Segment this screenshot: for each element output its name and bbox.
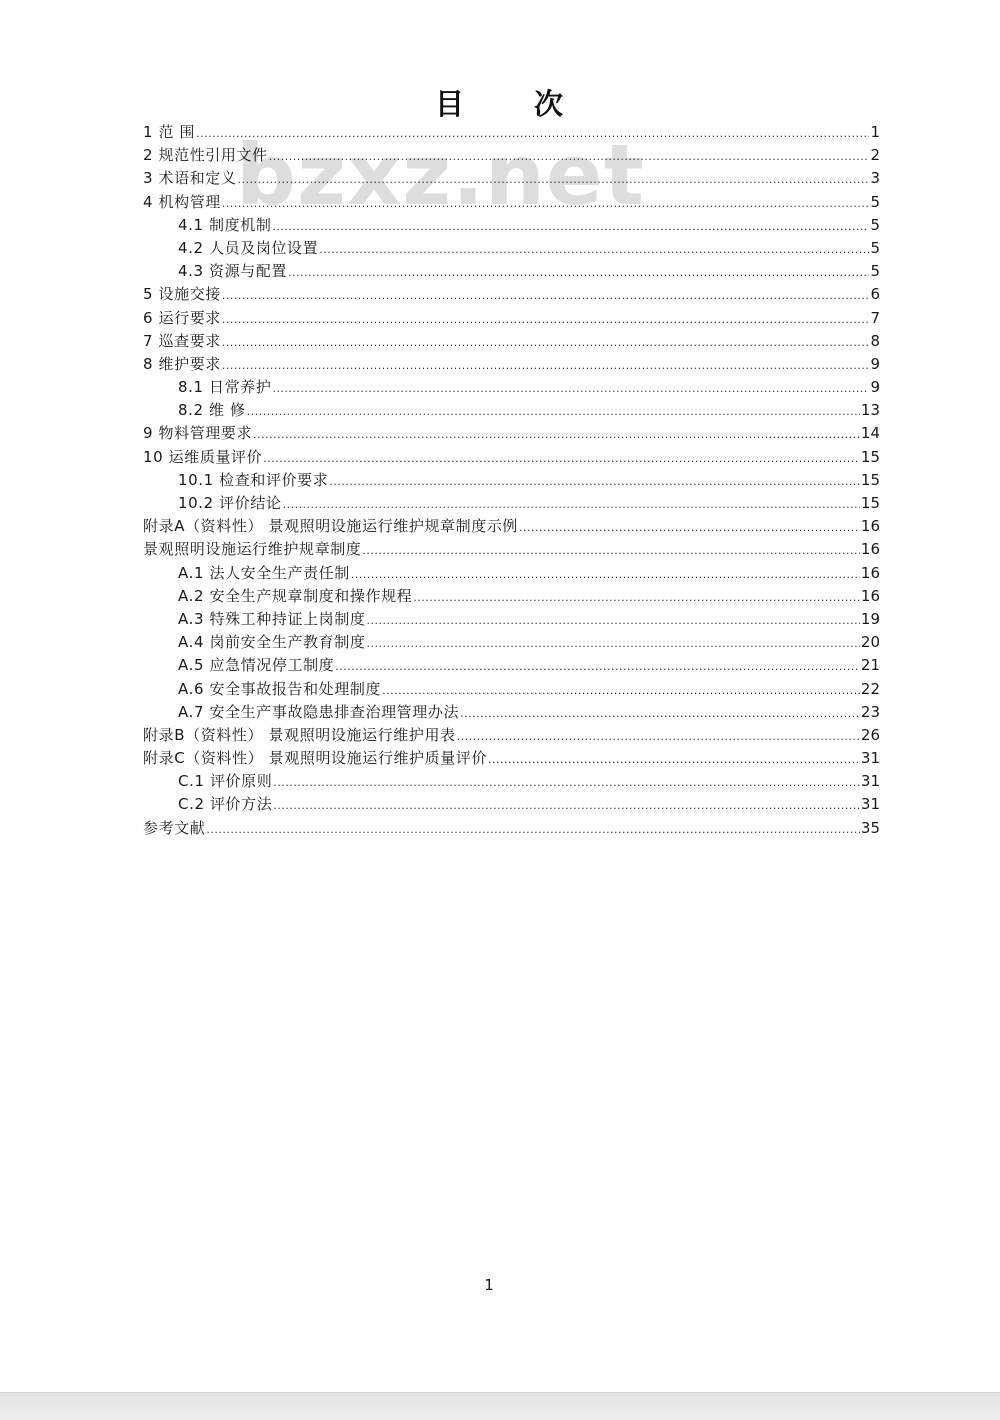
toc-entry-page: 31 [860,749,880,768]
toc-dot-leader [335,655,860,678]
table-of-contents [143,121,880,840]
toc-dot-leader [263,447,860,470]
toc-dot-leader [273,794,860,817]
toc-dot-leader [253,423,860,446]
toc-entry-label: A.1 法人安全生产责任制 [178,563,350,582]
toc-entry-page: 5 [870,262,880,281]
toc-entry-page: 5 [870,215,880,234]
toc-dot-leader [413,586,860,609]
toc-dot-leader [272,377,869,400]
toc-entry-label: 附录B（资料性） 景观照明设施运行维护用表 [143,725,456,744]
toc-dot-leader [283,493,860,516]
toc-entry-label: A.5 应急情况停工制度 [178,656,335,675]
toc-entry[interactable] [143,492,880,515]
toc-entry-page: 15 [860,494,880,512]
toc-entry-page: 6 [870,285,880,304]
toc-dot-leader [329,470,860,493]
toc-dot-leader [362,539,860,562]
toc-entry-label: 4.2 人员及岗位设置 [178,238,319,257]
toc-entry-page: 5 [870,192,880,211]
toc-dot-leader [519,516,860,539]
toc-entry[interactable] [143,678,880,701]
toc-dot-leader [222,331,870,354]
toc-entry-page: 15 [860,470,880,489]
toc-entry[interactable] [143,121,880,144]
toc-entry-page: 16 [860,586,880,605]
toc-entry[interactable] [143,144,880,167]
toc-dot-leader [351,563,860,586]
toc-entry-page: 22 [860,679,880,698]
toc-entry-label: 4 机构管理 [143,192,221,211]
toc-dot-leader [288,261,869,284]
toc-entry[interactable] [143,724,880,747]
toc-entry-page: 23 [860,702,880,721]
toc-entry-label: 4.3 资源与配置 [178,262,288,281]
toc-entry[interactable] [143,191,880,214]
toc-entry[interactable] [143,817,880,840]
toc-dot-leader [196,122,869,145]
toc-dot-leader [222,308,870,331]
toc-dot-leader [366,609,859,632]
toc-entry-page: 8 [870,331,880,350]
toc-entry-page: 21 [860,656,880,675]
toc-dot-leader [382,679,860,702]
toc-entry[interactable] [143,562,880,585]
toc-entry[interactable] [143,167,880,190]
toc-entry-page: 14 [860,424,880,443]
toc-entry-page: 5 [870,238,880,257]
toc-entry[interactable] [143,283,880,306]
toc-dot-leader [460,702,860,725]
toc-entry-page: 16 [860,517,880,536]
toc-entry[interactable] [143,422,880,445]
toc-entry-page: 16 [860,540,880,559]
toc-entry-page: 3 [870,169,880,188]
toc-entry-page: 31 [860,795,880,814]
toc-entry-page: 9 [870,378,880,397]
toc-entry-page: 26 [860,725,880,744]
toc-entry[interactable] [143,515,880,538]
toc-entry-label: 6 运行要求 [143,308,221,327]
toc-entry[interactable] [143,608,880,631]
toc-entry[interactable] [143,376,880,399]
toc-entry-page: 15 [860,447,880,466]
toc-dot-leader [273,771,860,794]
toc-entry[interactable] [143,399,880,422]
toc-entry[interactable] [143,307,880,330]
toc-entry-label: 参考文献 [143,818,206,837]
toc-entry-label: 8.2 维 修 [178,401,246,420]
toc-dot-leader [247,400,860,423]
toc-entry[interactable] [143,469,880,492]
toc-entry-label: 8 维护要求 [143,354,221,373]
toc-entry-label: A.4 岗前安全生产教育制度 [178,633,366,652]
toc-entry[interactable] [143,446,880,469]
toc-title: 目 次 [434,87,594,121]
toc-entry-label: A.7 安全生产事故隐患排查治理管理办法 [178,702,460,721]
toc-dot-leader [488,748,860,771]
toc-entry-label: 10 运维质量评价 [143,447,263,466]
toc-entry-label: 3 术语和定义 [143,169,237,188]
toc-entry-page: 9 [870,354,880,373]
toc-entry-label: 附录A（资料性） 景观照明设施运行维护规章制度示例 [143,517,519,536]
toc-entry[interactable] [143,701,880,724]
toc-entry-label: 8.1 日常养护 [178,378,272,397]
toc-entry-label: 附录C（资料性） 景观照明设施运行维护质量评价 [143,749,488,768]
toc-dot-leader [457,725,860,748]
toc-dot-leader [272,215,869,238]
toc-entry[interactable] [143,631,880,654]
toc-entry[interactable] [143,353,880,376]
toc-entry-page: 35 [860,818,880,837]
toc-entry-label: 10.1 检查和评价要求 [178,470,329,489]
toc-dot-leader [269,145,870,168]
toc-entry-label: 10.2 评价结论 [178,494,282,512]
toc-entry-label: A.3 特殊工种持证上岗制度 [178,609,366,628]
toc-entry-label: C.1 评价原则 [178,772,273,791]
watermark: bzxz.net [236,126,645,224]
viewer-bottom-edge [0,1392,1000,1420]
toc-entry[interactable] [143,538,880,561]
toc-entry[interactable] [143,770,880,793]
toc-entry-page: 2 [870,146,880,165]
toc-dot-leader [222,192,870,215]
toc-entry-page: 20 [860,633,880,652]
toc-entry-label: 2 规范性引用文件 [143,146,268,165]
toc-dot-leader [222,284,870,307]
toc-entry-page: 16 [860,563,880,582]
toc-dot-leader [238,168,870,191]
toc-entry[interactable] [143,260,880,283]
toc-dot-leader [222,354,870,377]
toc-entry-label: 5 设施交接 [143,285,221,304]
toc-entry-page: 7 [870,308,880,327]
toc-dot-leader [319,238,869,261]
toc-entry-label: A.2 安全生产规章制度和操作规程 [178,586,413,605]
toc-entry-page: 1 [870,123,880,141]
toc-dot-leader [366,632,859,655]
toc-entry-label: 1 范 围 [143,123,196,141]
toc-entry-page: 13 [860,401,880,420]
toc-entry-label: A.6 安全事故报告和处理制度 [178,679,382,698]
toc-entry[interactable] [143,585,880,608]
toc-dot-leader [206,818,860,841]
toc-entry-label: 景观照明设施运行维护规章制度 [143,540,362,559]
toc-entry-label: 4.1 制度机制 [178,215,272,234]
toc-entry[interactable] [143,330,880,353]
toc-entry-page: 19 [860,609,880,628]
toc-entry[interactable] [143,237,880,260]
page-number: 1 [484,1276,494,1294]
toc-entry-label: C.2 评价方法 [178,795,273,814]
toc-entry-page: 31 [860,772,880,791]
toc-entry[interactable] [143,654,880,677]
toc-entry-label: 9 物料管理要求 [143,424,253,443]
toc-entry[interactable] [143,214,880,237]
toc-entry[interactable] [143,793,880,816]
toc-entry[interactable] [143,747,880,770]
toc-entry-label: 7 巡查要求 [143,331,221,350]
